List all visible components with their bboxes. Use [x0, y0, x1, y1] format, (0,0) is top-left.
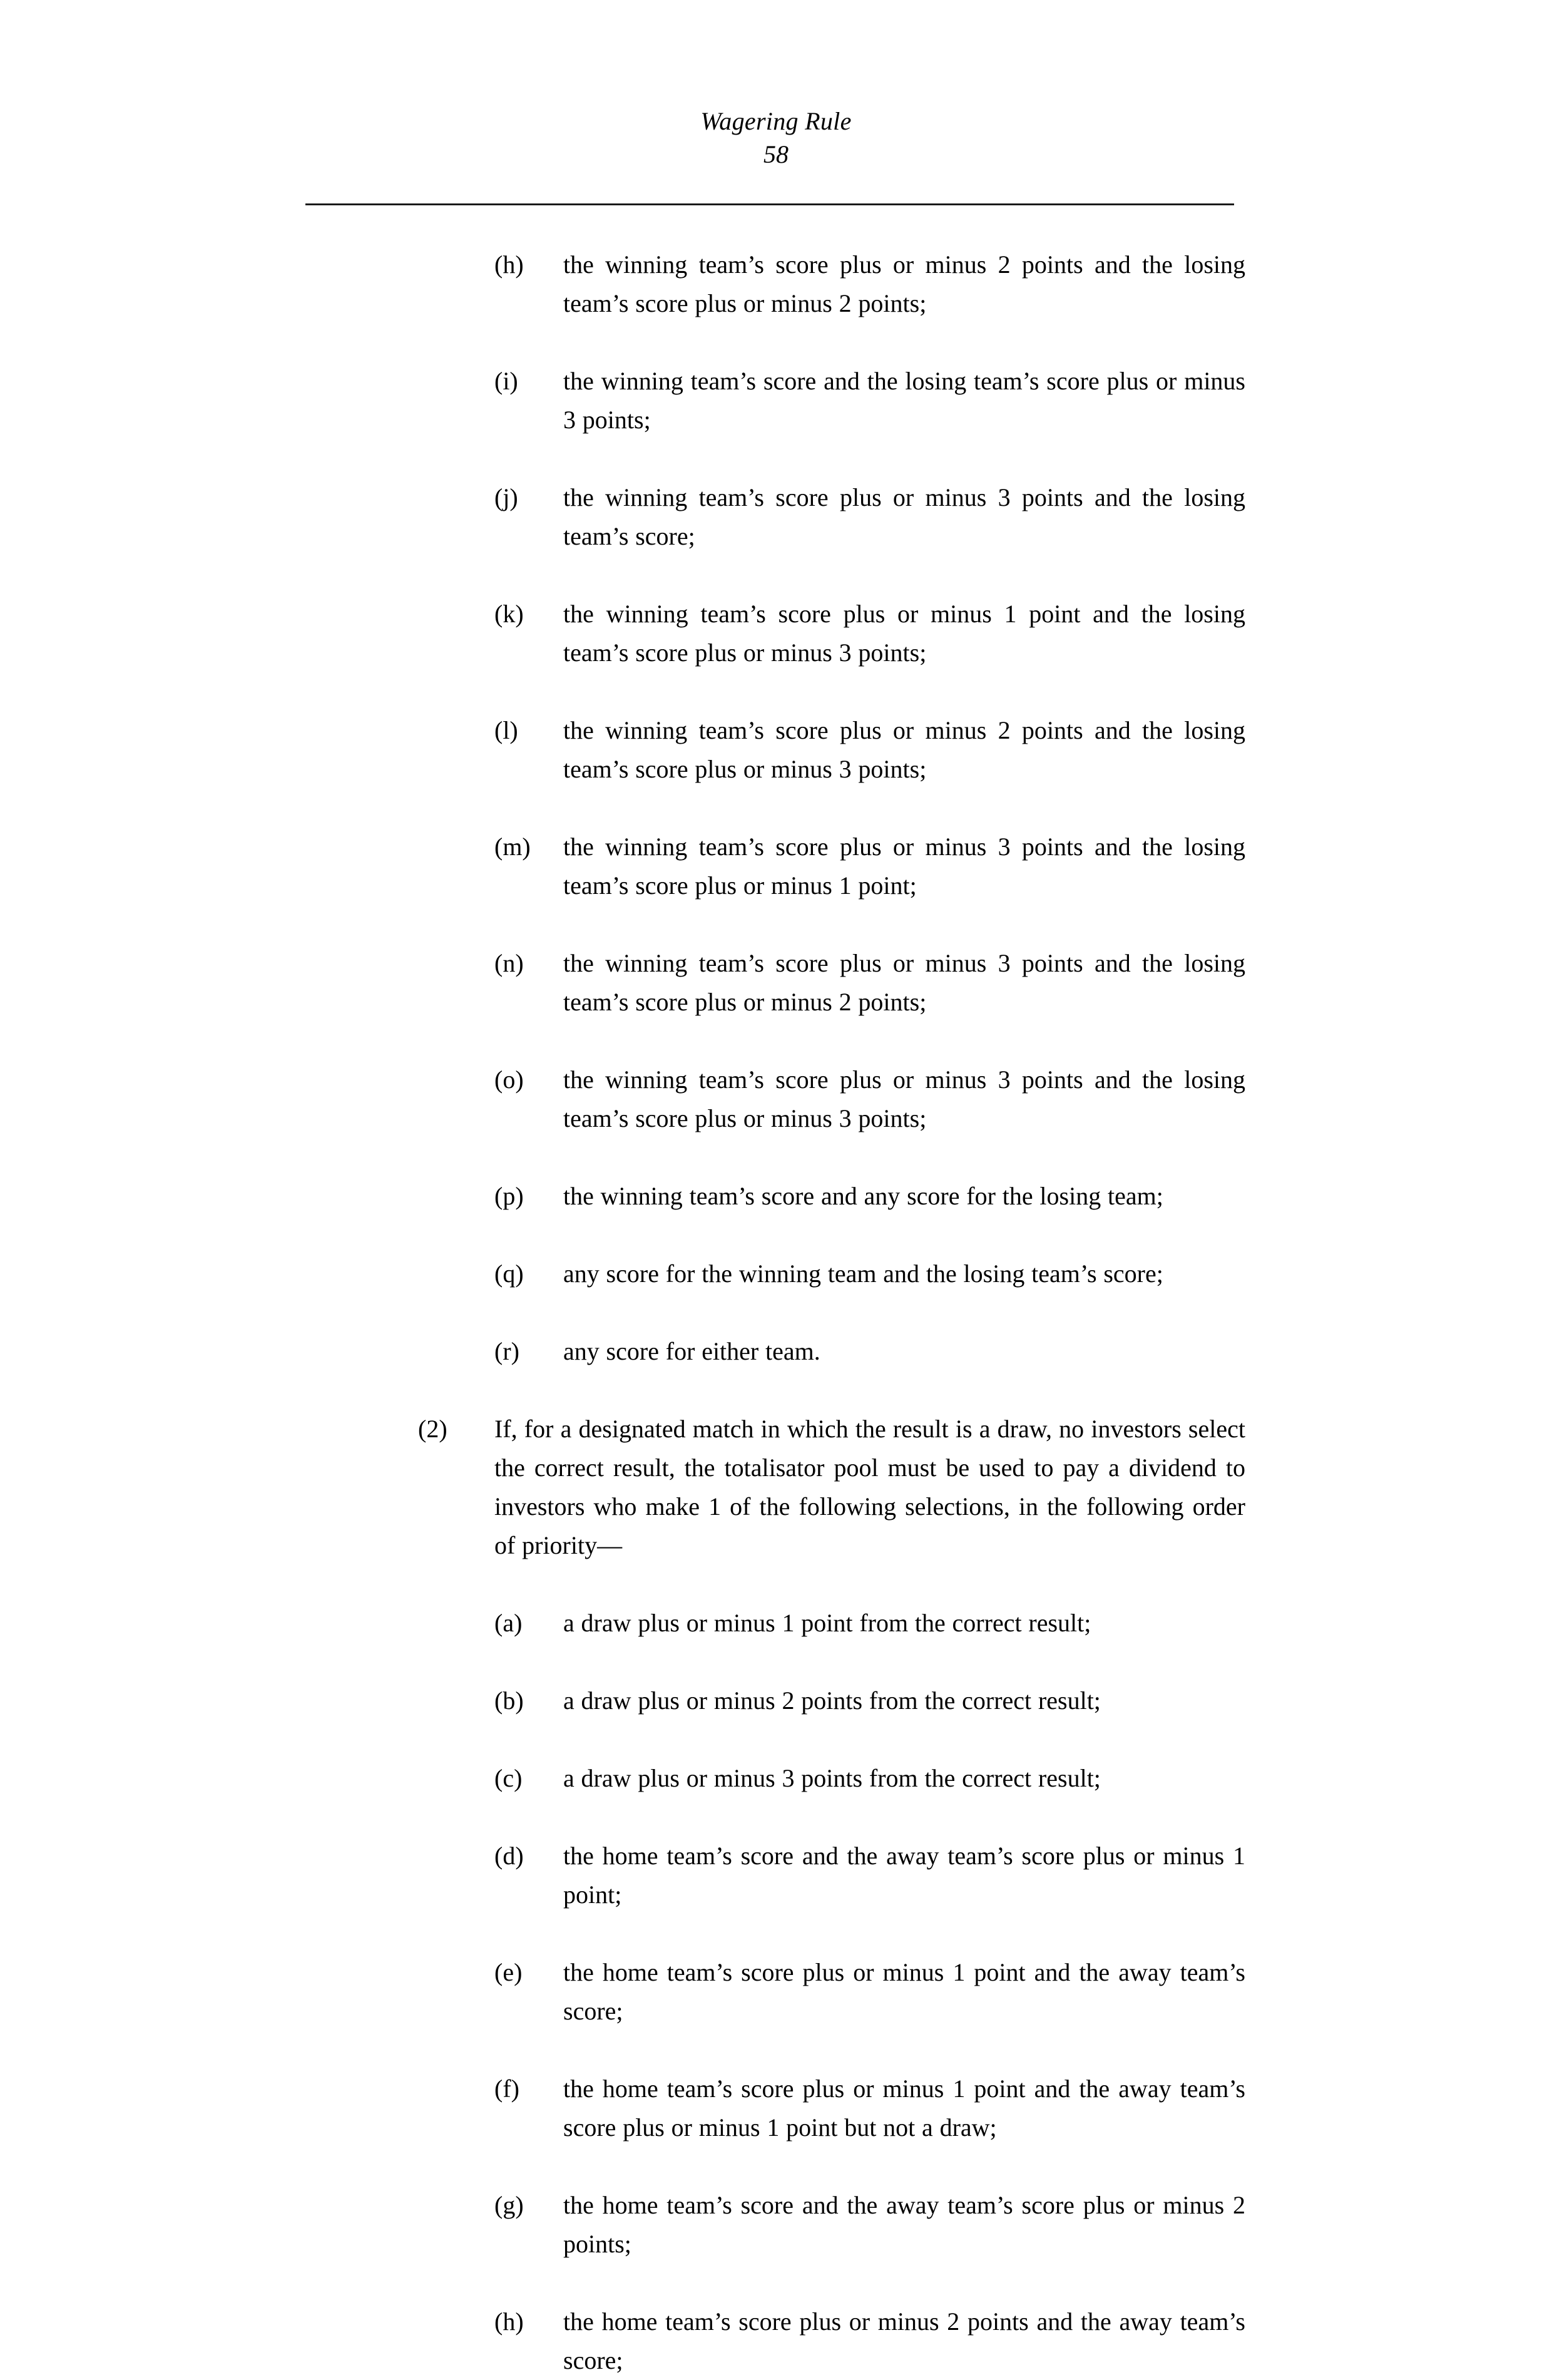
list-item [0, 1759, 1552, 1798]
list-item-text: the winning team’s score plus or minus 3 points and the losing team’s score plus or minus 2 points; [563, 949, 1245, 1016]
subsection-label: (2) [418, 1415, 447, 1443]
list-item-label: (n) [494, 949, 524, 977]
list-item [0, 1254, 1552, 1293]
list-item-label: (g) [494, 2191, 524, 2219]
list-item [0, 1837, 1552, 1914]
document-body [0, 245, 1552, 2380]
list-item [0, 245, 1552, 323]
list-item-text: the home team’s score plus or minus 2 points and the away team’s score; [563, 2307, 1245, 2374]
list-item-label: (h) [494, 2307, 524, 2336]
list-item-text: the winning team’s score plus or minus 3 points and the losing team’s score plus or minus 1 point; [563, 833, 1245, 900]
list-item-text: the home team’s score and the away team’s score plus or minus 1 point; [563, 1842, 1245, 1909]
list-item-text: the home team’s score plus or minus 1 point and the away team’s score plus or minus 1 point but not a draw; [563, 2075, 1245, 2141]
list-item-label: (r) [494, 1337, 519, 1365]
list-item [0, 1604, 1552, 1643]
list-item-text: the home team’s score plus or minus 1 point and the away team’s score; [563, 1958, 1245, 2025]
list-item [0, 1332, 1552, 1371]
document-title: Wagering Rule [700, 107, 852, 135]
list-item [0, 1953, 1552, 2031]
list-item-text: a draw plus or minus 3 points from the correct result; [563, 1764, 1101, 1792]
list-item-label: (k) [494, 600, 524, 628]
list-item [0, 944, 1552, 1022]
list-item-text: the winning team’s score plus or minus 2 points and the losing team’s score plus or minus 2 points; [563, 250, 1245, 317]
page-header [0, 105, 1552, 172]
list-item-text: any score for either team. [563, 1337, 820, 1365]
list-item-label: (f) [494, 2075, 519, 2103]
list-item-label: (e) [494, 1958, 523, 1986]
page-number: 58 [763, 140, 789, 168]
list-item [0, 1177, 1552, 1216]
list-item [0, 362, 1552, 439]
list-item-label: (l) [494, 716, 518, 744]
list-item-text: any score for the winning team and the losing team’s score; [563, 1259, 1163, 1288]
list-item-text: the winning team’s score plus or minus 3 points and the losing team’s score; [563, 483, 1245, 550]
list-item-text: a draw plus or minus 1 point from the correct result; [563, 1609, 1091, 1637]
subsection-paragraph [0, 1410, 1552, 1565]
list-item [0, 1060, 1552, 1138]
list-item-label: (a) [494, 1609, 523, 1637]
list-item [0, 1681, 1552, 1720]
list-item-label: (p) [494, 1182, 524, 1210]
list-item-text: the winning team’s score plus or minus 1 point and the losing team’s score plus or minus 3 points; [563, 600, 1245, 667]
subsection-text: If, for a designated match in which the result is a draw, no investors select the correct result, the totalisator pool must be used to pay a dividend to investors who make 1 of the following selections, in the following order of priority— [494, 1415, 1245, 1559]
header-divider [305, 203, 1234, 205]
list-item-label: (q) [494, 1259, 524, 1288]
list-item-text: the winning team’s score and the losing team’s score plus or minus 3 points; [563, 367, 1245, 434]
list-item-label: (m) [494, 833, 531, 861]
list-item-text: a draw plus or minus 2 points from the correct result; [563, 1686, 1101, 1715]
list-item [0, 2070, 1552, 2147]
list-item-text: the winning team’s score and any score for the losing team; [563, 1182, 1163, 1210]
list-item [0, 2186, 1552, 2264]
list-item [0, 595, 1552, 672]
list-item-label: (b) [494, 1686, 524, 1715]
list-item [0, 2302, 1552, 2380]
list-item-label: (d) [494, 1842, 524, 1870]
list-item-label: (c) [494, 1764, 523, 1792]
list-item-label: (h) [494, 250, 524, 279]
list-item-label: (j) [494, 483, 518, 511]
list-item-text: the home team’s score and the away team’s score plus or minus 2 points; [563, 2191, 1245, 2258]
list-item-label: (i) [494, 367, 518, 395]
list-item-text: the winning team’s score plus or minus 3 points and the losing team’s score plus or minus 3 points; [563, 1065, 1245, 1132]
list-item [0, 478, 1552, 556]
list-item-text: the winning team’s score plus or minus 2 points and the losing team’s score plus or minus 3 points; [563, 716, 1245, 783]
list-item-label: (o) [494, 1065, 524, 1094]
list-item [0, 828, 1552, 905]
list-item [0, 711, 1552, 789]
